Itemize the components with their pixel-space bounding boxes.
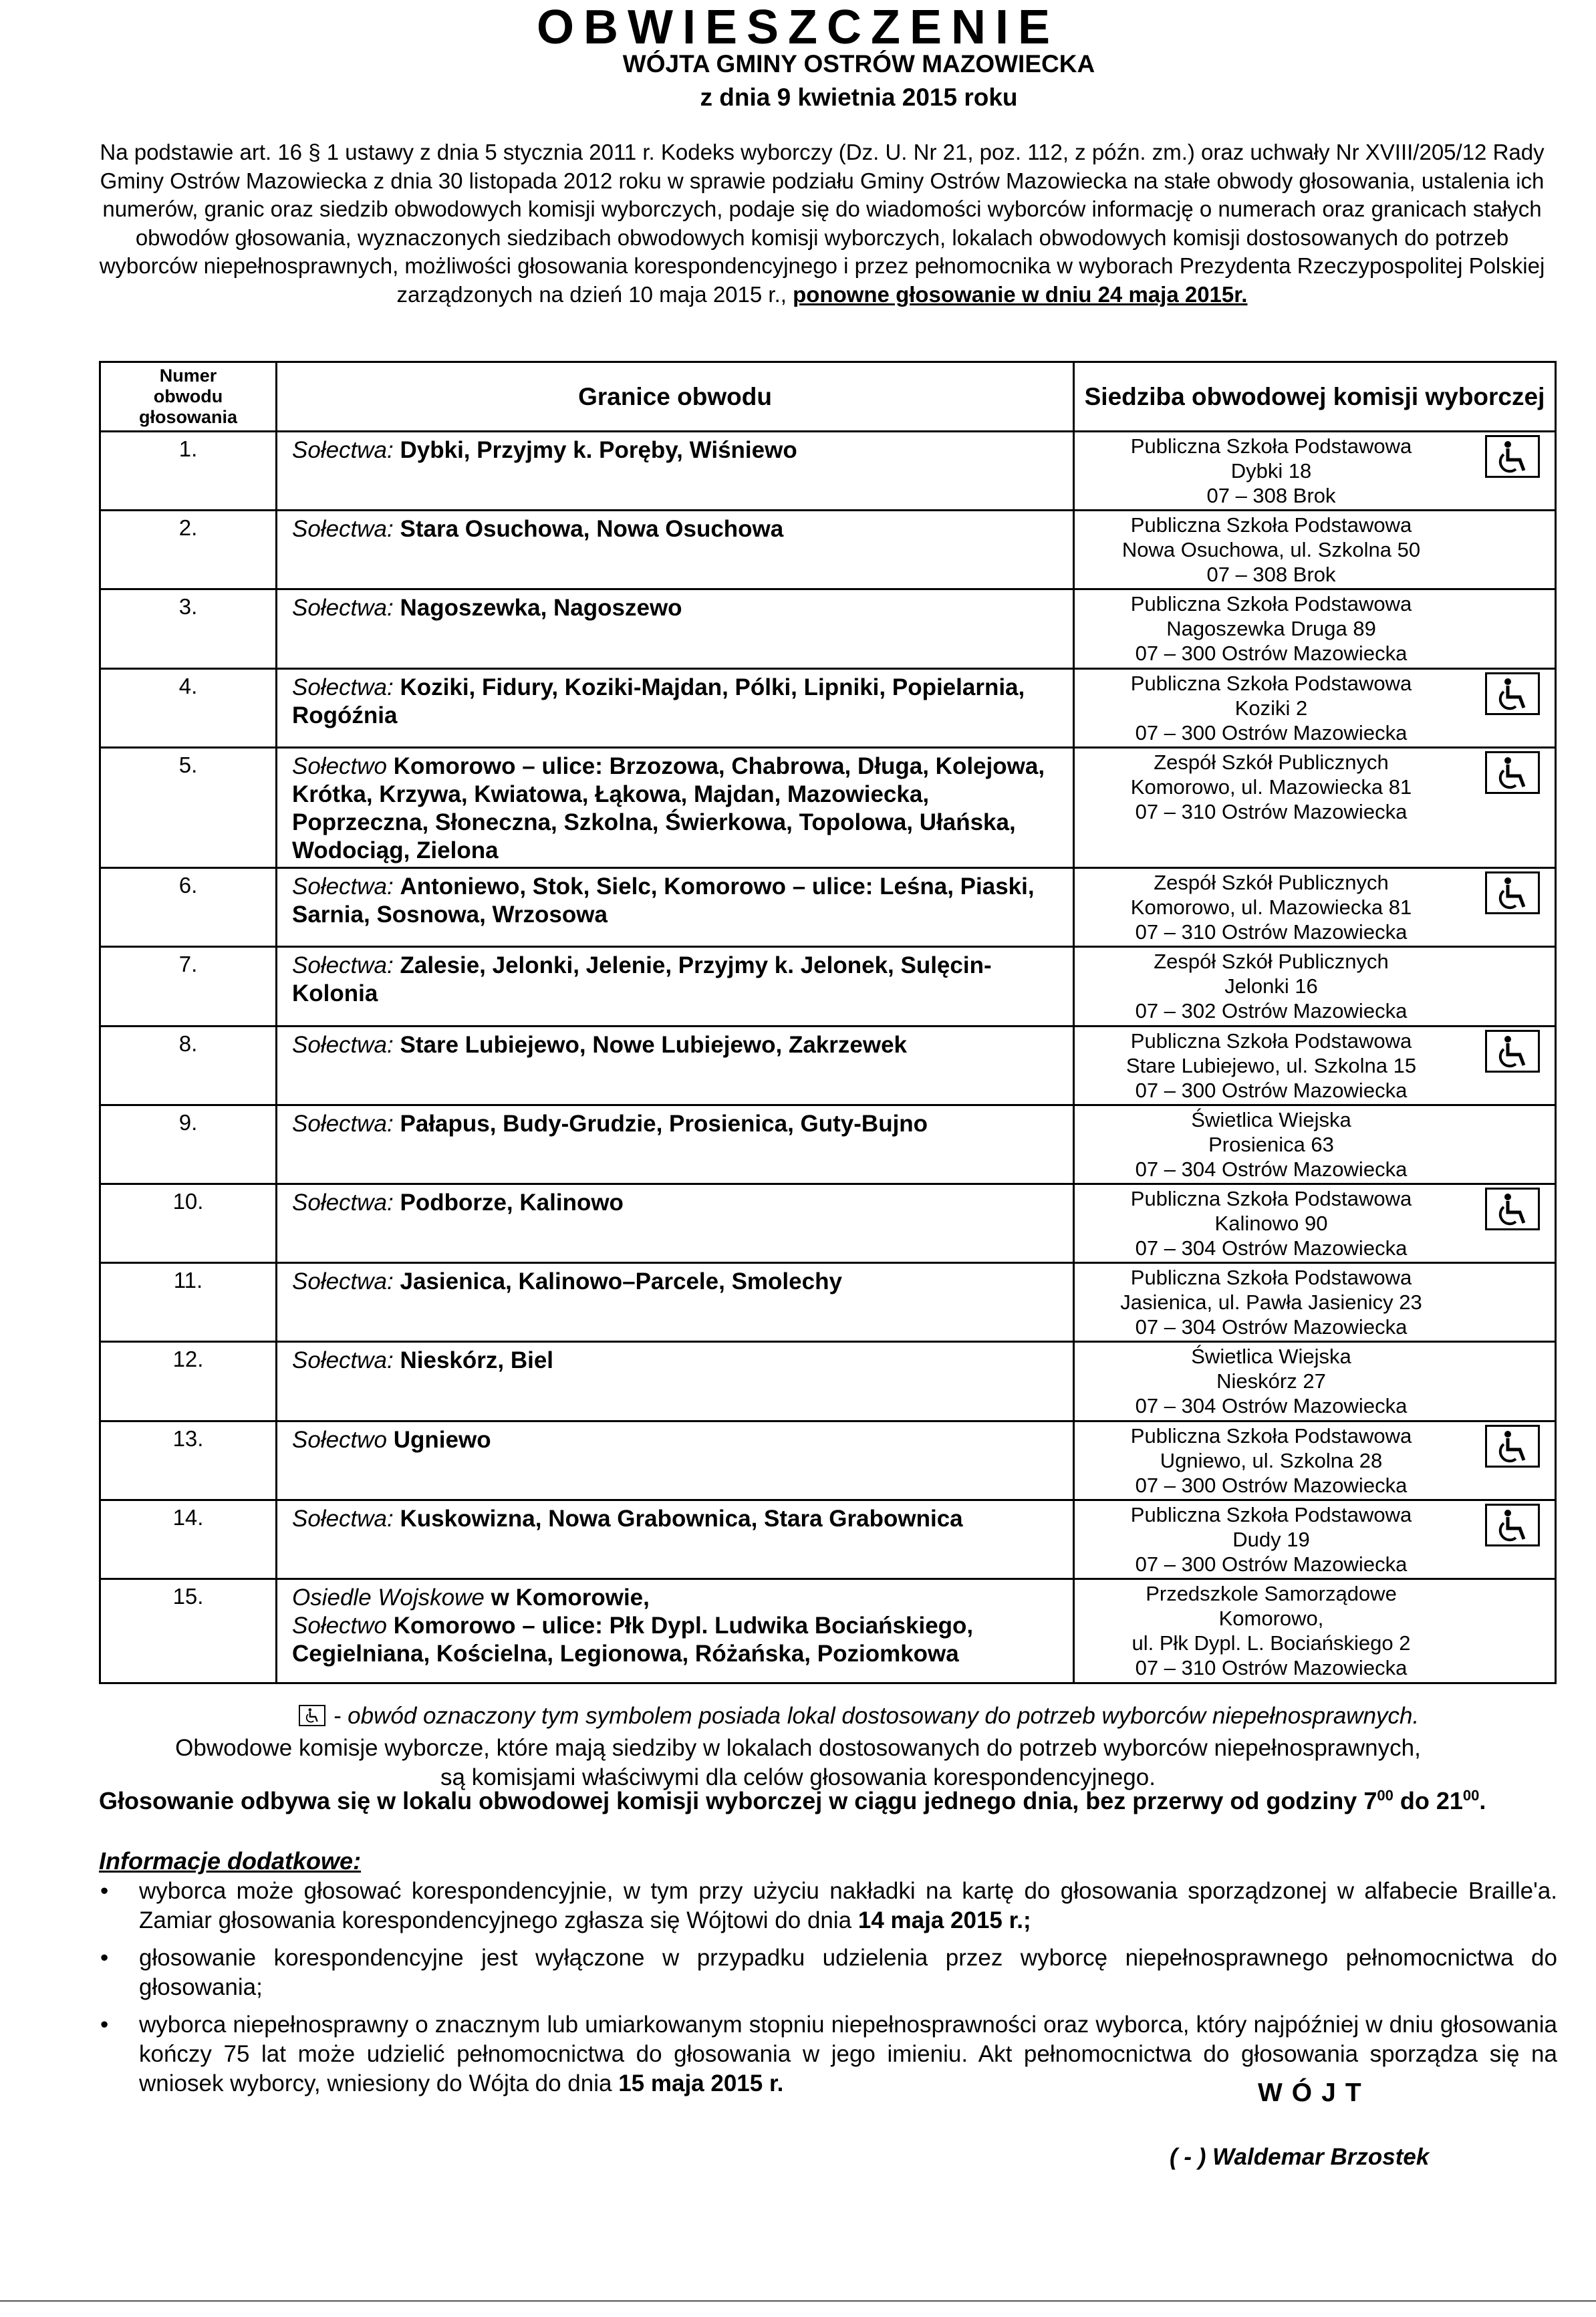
district-borders	[277, 1579, 1074, 1683]
seat-line: Publiczna Szkoła Podstawowa	[1130, 1266, 1412, 1290]
district-seat	[1074, 511, 1556, 589]
table-row	[100, 1026, 1556, 1105]
seat-line: 07 – 310 Ostrów Mazowiecka	[1135, 1656, 1408, 1679]
voting-end: .	[1479, 1787, 1486, 1814]
table-row	[100, 947, 1556, 1026]
area-names: Zalesie, Jelonki, Jelenie, Przyjmy k. Jelonek, Sulęcin-Kolonia	[292, 952, 992, 1007]
area-kind: Sołectwa:	[292, 1031, 394, 1058]
table-row	[100, 1421, 1556, 1500]
district-seat	[1074, 1342, 1556, 1421]
area-names: w Komorowie,	[491, 1585, 650, 1611]
area-names: Nieskórz, Biel	[400, 1347, 554, 1374]
district-number: 14.	[100, 1500, 277, 1579]
district-borders	[277, 1026, 1074, 1105]
legend-text: - obwód oznaczony tym symbolem posiada lokal dostosowany do potrzeb wyborców niepełnosprawnych.	[333, 1703, 1420, 1729]
legend	[0, 1703, 1596, 1730]
area-names: Nagoszewka, Nagoszewo	[400, 595, 682, 622]
info-item-exclusion-text: głosowanie korespondencyjne jest wyłączone w przypadku udzielenia przez wyborcę niepełnosprawnego pełnomocnictwa do głosowania;	[139, 1945, 1557, 2000]
seat-line: Komorowo, ul. Mazowiecka 81	[1130, 896, 1412, 920]
table-row	[100, 1184, 1556, 1262]
district-seat	[1074, 1500, 1556, 1579]
seat-line: Świetlica Wiejska	[1191, 1107, 1351, 1131]
table-row	[100, 868, 1556, 947]
district-borders	[277, 947, 1074, 1026]
area-kind: Sołectwo	[292, 1613, 388, 1639]
area-kind: Sołectwa:	[292, 1110, 394, 1137]
district-seat	[1074, 1184, 1556, 1262]
seat-line: Publiczna Szkoła Podstawowa	[1130, 592, 1412, 616]
seat-line: 07 – 300 Ostrów Mazowiecka	[1135, 720, 1408, 744]
seat-line: Publiczna Szkoła Podstawowa	[1130, 1423, 1412, 1448]
table-row	[100, 1263, 1556, 1342]
district-borders	[277, 1500, 1074, 1579]
area-names: Pałapus, Budy-Grudzie, Prosienica, Guty-Bujno	[400, 1110, 928, 1137]
preamble	[94, 138, 1551, 309]
area-names: Ugniewo	[393, 1426, 491, 1453]
district-borders	[277, 1105, 1074, 1184]
seat-line: Publiczna Szkoła Podstawowa	[1130, 1029, 1412, 1053]
table-row	[100, 668, 1556, 747]
district-number: 5.	[100, 747, 277, 867]
district-number: 9.	[100, 1105, 277, 1184]
area-names: Kuskowizna, Nowa Grabownica, Stara Grabownica	[400, 1505, 963, 1532]
area-kind: Sołectwa:	[292, 674, 394, 700]
seat-line: Zespół Szkół Publicznych	[1154, 750, 1389, 774]
district-number: 10.	[100, 1184, 277, 1262]
area-kind: Sołectwa:	[292, 952, 394, 979]
document-subtitle: WÓJTA GMINY OSTRÓW MAZOWIECKA	[622, 50, 1095, 78]
document-date: z dnia 9 kwietnia 2015 roku	[700, 84, 1018, 111]
wheelchair-icon	[1485, 1425, 1540, 1468]
voting-sup-start: 00	[1377, 1787, 1393, 1804]
seat-line: Komorowo,	[1218, 1607, 1324, 1630]
table-body	[100, 432, 1556, 1683]
bullet-icon: •	[100, 2012, 109, 2038]
wheelchair-icon	[1485, 1504, 1540, 1546]
signature-office: WÓJT	[1258, 2078, 1371, 2107]
postal-line1: Obwodowe komisje wyborcze, które mają siedziby w lokalach dostosowanych do potrzeb wyborców niepełnosprawnych,	[175, 1735, 1421, 1761]
district-borders	[277, 511, 1074, 589]
postal-line2: są komisjami właściwymi dla celów głosowania korespondencyjnego.	[440, 1764, 1156, 1790]
area-kind: Sołectwa:	[292, 1505, 394, 1532]
bullet-icon: •	[100, 1945, 109, 1971]
table-header-row	[100, 362, 1556, 432]
area-names: Stara Osuchowa, Nowa Osuchowa	[400, 516, 784, 543]
seat-line: 07 – 304 Ostrów Mazowiecka	[1135, 1236, 1408, 1260]
seat-line: Publiczna Szkoła Podstawowa	[1130, 1186, 1412, 1210]
area-names: Komorowo – ulice: Płk Dypl. Ludwika Bociańskiego, Cegielniana, Kościelna, Legionowa, Różańska, Poziomkowa	[292, 1613, 974, 1667]
area-kind: Sołectwa:	[292, 1189, 394, 1216]
info-item-postal-text: wyborca może głosować korespondencyjnie, w tym przy użyciu nakładki na kartę do głosowania sporządzonej w alfabecie Braille'a. Zamiar głosowania korespondencyjnego zgłasza się Wójtowi do dnia	[139, 1878, 1557, 1933]
seat-line: 07 – 308 Brok	[1206, 563, 1336, 587]
district-seat	[1074, 1105, 1556, 1184]
district-borders	[277, 589, 1074, 668]
voting-mid: do 21	[1393, 1787, 1463, 1814]
area-kind: Sołectwo	[292, 1426, 388, 1453]
seat-line: Kalinowo 90	[1214, 1211, 1328, 1235]
area-names: Podborze, Kalinowo	[400, 1189, 624, 1216]
area-names: Antoniewo, Stok, Sielc, Komorowo – ulice: Leśna, Piaski, Sarnia, Sosnowa, Wrzosowa	[292, 873, 1035, 928]
area-kind: Sołectwa:	[292, 437, 394, 463]
header-borders: Granice obwodu	[277, 362, 1074, 432]
seat-line: Zespół Szkół Publicznych	[1154, 950, 1389, 974]
wheelchair-icon	[1485, 1188, 1540, 1230]
wheelchair-icon	[299, 1705, 325, 1726]
seat-line: 07 – 304 Ostrów Mazowiecka	[1135, 1394, 1408, 1418]
wheelchair-icon	[1485, 871, 1540, 914]
seat-line: Publiczna Szkoła Podstawowa	[1130, 671, 1412, 695]
table-row	[100, 1500, 1556, 1579]
district-borders	[277, 747, 1074, 867]
district-number: 4.	[100, 668, 277, 747]
info-item-postal-deadline: 14 maja 2015 r.;	[857, 1907, 1031, 1933]
document-title: OBWIESZCZENIE	[536, 1, 1059, 54]
table-row	[100, 1342, 1556, 1421]
area-names: Stare Lubiejewo, Nowe Lubiejewo, Zakrzewek	[400, 1031, 908, 1058]
district-seat	[1074, 1421, 1556, 1500]
seat-line: Nowa Osuchowa, ul. Szkolna 50	[1121, 538, 1421, 562]
table-row	[100, 589, 1556, 668]
bullet-icon: •	[100, 1878, 109, 1904]
header-number	[100, 362, 277, 432]
signature-name: ( - ) Waldemar Brzostek	[1170, 2144, 1430, 2170]
seat-line: Nieskórz 27	[1216, 1369, 1326, 1393]
district-number: 12.	[100, 1342, 277, 1421]
voting-hours	[99, 1787, 1486, 1815]
seat-line: Dybki 18	[1230, 459, 1312, 483]
seat-line: Ugniewo, ul. Szkolna 28	[1160, 1448, 1383, 1472]
preamble-text: Na podstawie art. 16 § 1 ustawy z dnia 5 stycznia 2011 r. Kodeks wyborczy (Dz. U. Nr 21, poz. 112, z późn. zm.) oraz uchwały Nr XVIII/205/12 Rady Gminy Ostrów Mazowiecka z dnia 30 listopada 2012 roku w sprawie podziału Gminy Ostrów Mazowiecka na stałe obwody głosowania, ustalenia ich numerów, granic oraz siedzib obwodowych komisji wyborczych, podaje się do wiadomości wyborców informację o numerach oraz granicach stałych obwodów głosowania, wyznaczonych siedzibach obwodowych komisji wyborczych, lokalach obwodowych komisji dostosowanych do potrzeb wyborców niepełnosprawnych, możliwości głosowania korespondencyjnego i przez pełnomocnika w wyborach Prezydenta Rzeczypospolitej Polskiej zarządzonych na dzień 10 maja 2015 r.,	[99, 140, 1545, 307]
district-number: 2.	[100, 511, 277, 589]
wheelchair-icon	[1485, 435, 1540, 478]
area-kind: Osiedle Wojskowe	[292, 1585, 485, 1611]
seat-line: Prosienica 63	[1208, 1132, 1334, 1156]
area-kind: Sołectwa:	[292, 595, 394, 622]
header-number-line1: Numer	[159, 366, 217, 386]
district-number: 11.	[100, 1263, 277, 1342]
district-seat	[1074, 1263, 1556, 1342]
seat-line: Dudy 19	[1232, 1527, 1310, 1551]
seat-line: 07 – 302 Ostrów Mazowiecka	[1135, 999, 1408, 1023]
district-seat	[1074, 868, 1556, 947]
area-kind: Sołectwa:	[292, 873, 394, 900]
table-row	[100, 1105, 1556, 1184]
district-borders	[277, 1421, 1074, 1500]
area-names: Dybki, Przyjmy k. Poręby, Wiśniewo	[400, 437, 797, 463]
district-seat	[1074, 1026, 1556, 1105]
seat-line: Koziki 2	[1234, 696, 1308, 720]
area-kind: Sołectwa:	[292, 1347, 394, 1374]
info-item-exclusion	[94, 1943, 1557, 2002]
table-row	[100, 432, 1556, 511]
info-list	[94, 1877, 1557, 2106]
district-number: 3.	[100, 589, 277, 668]
seat-line: 07 – 304 Ostrów Mazowiecka	[1135, 1157, 1408, 1181]
seat-line: Świetlica Wiejska	[1191, 1345, 1351, 1369]
seat-line: Publiczna Szkoła Podstawowa	[1130, 1502, 1412, 1526]
seat-line: 07 – 310 Ostrów Mazowiecka	[1135, 920, 1408, 944]
area-kind: Sołectwa:	[292, 1268, 394, 1295]
district-seat	[1074, 589, 1556, 668]
district-seat	[1074, 1579, 1556, 1683]
wheelchair-icon	[1485, 751, 1540, 794]
area-kind: Sołectwa:	[292, 516, 394, 543]
district-seat	[1074, 747, 1556, 867]
seat-line: 07 – 300 Ostrów Mazowiecka	[1135, 1473, 1408, 1497]
header-seat: Siedziba obwodowej komisji wyborczej	[1074, 362, 1556, 432]
district-number: 7.	[100, 947, 277, 1026]
seat-line: 07 – 310 Ostrów Mazowiecka	[1135, 799, 1408, 823]
district-number: 1.	[100, 432, 277, 511]
area-names: Jasienica, Kalinowo–Parcele, Smolechy	[400, 1268, 842, 1295]
district-number: 6.	[100, 868, 277, 947]
seat-line: 07 – 300 Ostrów Mazowiecka	[1135, 1552, 1408, 1576]
seat-line: Zespół Szkół Publicznych	[1154, 871, 1389, 895]
preamble-emphasis: ponowne głosowanie w dniu 24 maja 2015r.	[793, 281, 1248, 307]
info-item-proxy-deadline: 15 maja 2015 r.	[618, 2070, 784, 2096]
wheelchair-icon	[1485, 1030, 1540, 1073]
district-number: 15.	[100, 1579, 277, 1683]
seat-line: Przedszkole Samorządowe	[1146, 1582, 1397, 1605]
seat-line: Nagoszewka Druga 89	[1166, 617, 1376, 641]
info-item-postal	[94, 1877, 1557, 1935]
district-number: 13.	[100, 1421, 277, 1500]
page-bottom-rule	[0, 2300, 1596, 2302]
district-seat	[1074, 668, 1556, 747]
info-heading: Informacje dodatkowe:	[99, 1847, 362, 1875]
seat-line: Jasienica, ul. Pawła Jasienicy 23	[1120, 1290, 1422, 1315]
district-number: 8.	[100, 1026, 277, 1105]
voting-text: Głosowanie odbywa się w lokalu obwodowej komisji wyborczej w ciągu jednego dnia, bez przerwy od godziny 7	[99, 1787, 1377, 1814]
district-seat	[1074, 432, 1556, 511]
district-borders	[277, 1184, 1074, 1262]
wheelchair-icon	[1485, 672, 1540, 715]
seat-line: Publiczna Szkoła Podstawowa	[1130, 434, 1412, 458]
header-number-line2: obwodu	[153, 386, 223, 406]
seat-line: Komorowo, ul. Mazowiecka 81	[1130, 775, 1412, 799]
seat-line: Stare Lubiejewo, ul. Szkolna 15	[1125, 1053, 1417, 1077]
district-borders	[277, 1263, 1074, 1342]
seat-line: 07 – 308 Brok	[1206, 484, 1336, 507]
seat-line: ul. Płk Dypl. L. Bociańskiego 2	[1132, 1631, 1411, 1655]
area-kind: Sołectwo	[292, 753, 388, 779]
seat-line: Jelonki 16	[1224, 974, 1318, 998]
district-borders	[277, 1342, 1074, 1421]
table-row	[100, 1579, 1556, 1683]
district-seat	[1074, 947, 1556, 1026]
seat-line: 07 – 300 Ostrów Mazowiecka	[1135, 642, 1408, 666]
table-row	[100, 747, 1556, 867]
area-names: Koziki, Fidury, Koziki-Majdan, Pólki, Lipniki, Popielarnia, Rogóźnia	[292, 674, 1025, 728]
district-borders	[277, 668, 1074, 747]
districts-table	[99, 361, 1557, 1684]
seat-line: 07 – 304 Ostrów Mazowiecka	[1135, 1315, 1408, 1339]
district-borders	[277, 432, 1074, 511]
area-names: Komorowo – ulice: Brzozowa, Chabrowa, Długa, Kolejowa, Krótka, Krzywa, Kwiatowa, Łąkowa, Majdan, Mazowiecka, Poprzeczna, Słoneczna, Szkolna, Świerkowa, Topolowa, Ułańska, Wodociąg, Zielona	[292, 753, 1045, 863]
table-row	[100, 511, 1556, 589]
district-borders	[277, 868, 1074, 947]
header-number-line3: głosowania	[138, 407, 238, 427]
voting-sup-end: 00	[1462, 1787, 1480, 1804]
info-item-proxy-text: wyborca niepełnosprawny o znacznym lub umiarkowanym stopniu niepełnosprawności oraz wyborca, który najpóźniej w dniu głosowania kończy 75 lat może udzielić pełnomocnictwa do głosowania w jego imieniu. Akt pełnomocnictwa do głosowania sporządza się na wniosek wyborcy, wniesiony do Wójta do dnia	[139, 2012, 1557, 2096]
seat-line: Publiczna Szkoła Podstawowa	[1130, 513, 1412, 537]
seat-line: 07 – 300 Ostrów Mazowiecka	[1135, 1078, 1408, 1102]
